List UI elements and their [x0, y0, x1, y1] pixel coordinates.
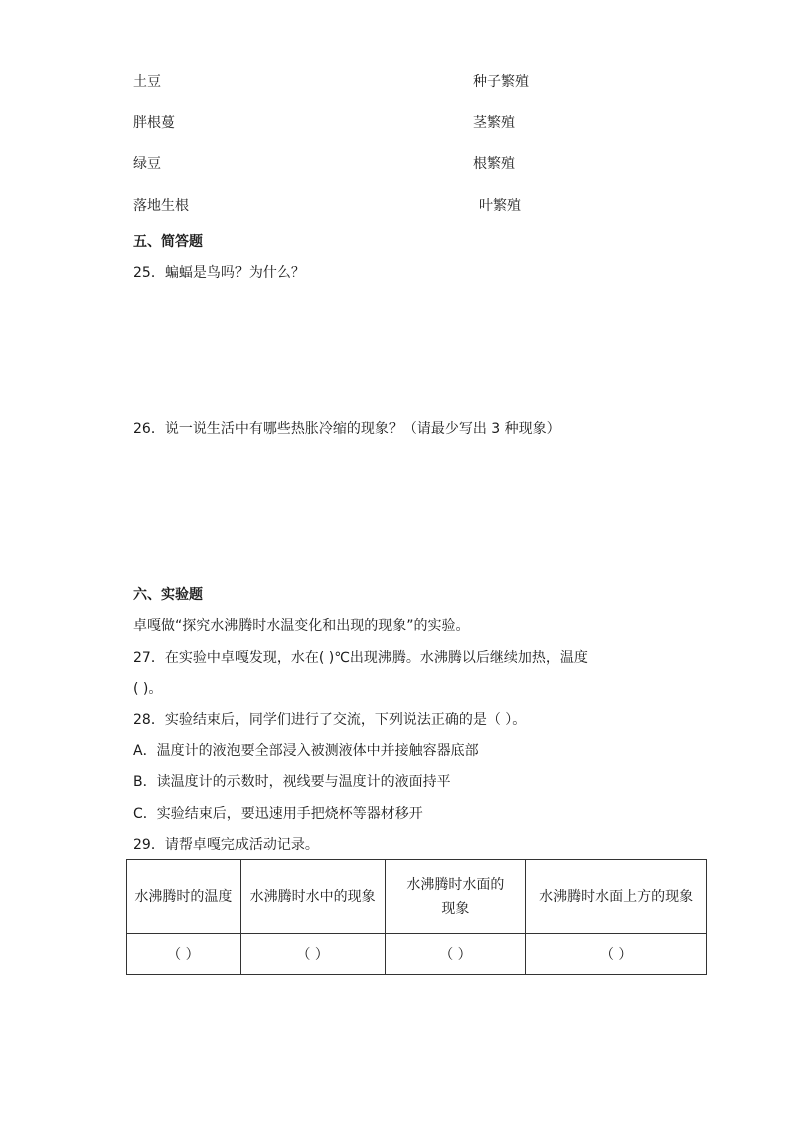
- question-27-continued: ( )。: [133, 681, 163, 697]
- option-b: B．读温度计的示数时，视线要与温度计的液面持平: [133, 774, 451, 790]
- match-right-item: 叶繁殖: [479, 198, 521, 214]
- option-c: C．实验结束后，要迅速用手把烧杯等器材移开: [133, 806, 423, 822]
- match-right-item: 根繁殖: [473, 156, 515, 172]
- question-27: 27．在实验中卓嘎发现，水在( )℃出现沸腾。水沸腾以后继续加热，温度: [133, 650, 588, 666]
- experiment-intro: 卓嘎做“探究水沸腾时水温变化和出现的现象”的实验。: [133, 618, 470, 634]
- question-25: 25．蝙蝠是鸟吗？为什么？: [133, 265, 305, 281]
- match-left-item: 绿豆: [133, 156, 161, 172]
- option-a: A．温度计的液泡要全部浸入被测液体中并接触容器底部: [133, 743, 479, 759]
- match-left-item: 胖根蔓: [133, 115, 175, 131]
- answer-blank[interactable]: （ ）: [385, 934, 526, 975]
- question-29: 29．请帮卓嘎完成活动记录。: [133, 837, 319, 853]
- table-header-row: [127, 860, 707, 934]
- section-title: 六、实验题: [133, 587, 203, 603]
- table-row: [127, 934, 707, 975]
- answer-blank[interactable]: （ ）: [526, 934, 707, 975]
- table-header-cell: 水沸腾时水面的现象: [385, 860, 526, 934]
- match-right-item: 种子繁殖: [473, 74, 529, 90]
- table-header-cell: 水沸腾时水中的现象: [240, 860, 385, 934]
- question-26: 26．说一说生活中有哪些热胀冷缩的现象？（请最少写出 3 种现象）: [133, 421, 561, 437]
- table-header-cell: 水沸腾时水面上方的现象: [526, 860, 707, 934]
- section-title: 五、简答题: [133, 234, 203, 250]
- table-header-cell: 水沸腾时的温度: [127, 860, 241, 934]
- answer-blank[interactable]: （ ）: [240, 934, 385, 975]
- activity-record-table: [126, 859, 707, 975]
- match-left-item: 落地生根: [133, 198, 189, 214]
- match-left-item: 土豆: [133, 74, 161, 90]
- question-28: 28．实验结束后，同学们进行了交流，下列说法正确的是（ ）。: [133, 712, 527, 728]
- answer-blank[interactable]: （ ）: [127, 934, 241, 975]
- match-right-item: 茎繁殖: [473, 115, 515, 131]
